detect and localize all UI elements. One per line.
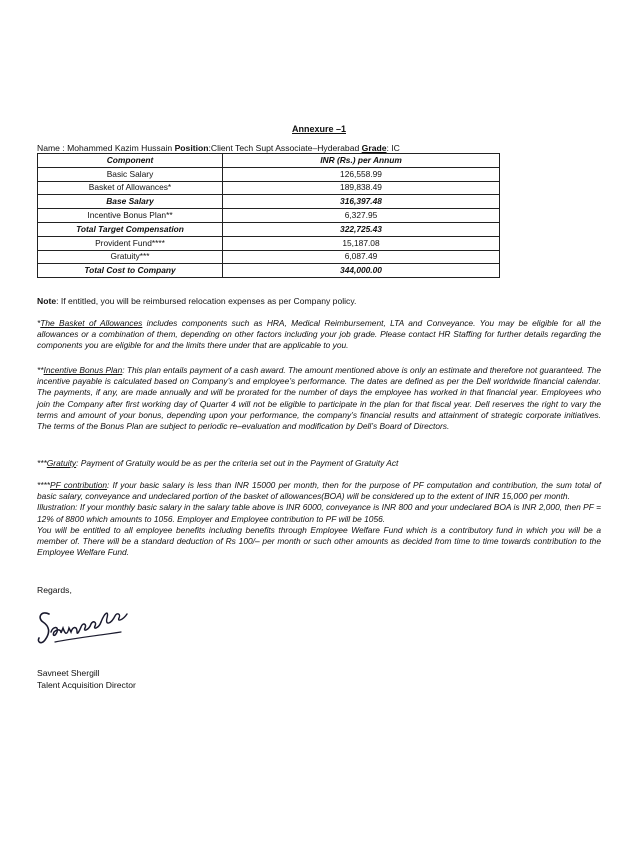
signature-image xyxy=(35,602,135,650)
gratuity-text: : Payment of Gratuity would be as per the criteria set out in the Payment of Gratuity Act xyxy=(76,458,399,468)
component-cell: Total Cost to Company xyxy=(38,264,223,278)
component-cell: Basic Salary xyxy=(38,167,223,181)
pf-label: PF contribution xyxy=(50,480,108,490)
component-cell: Incentive Bonus Plan** xyxy=(38,209,223,223)
column-header-component: Component xyxy=(38,154,223,168)
position-value: :Client Tech Supt Associate–Hyderabad xyxy=(208,143,362,153)
name-label: Name : xyxy=(37,143,68,153)
salary-table xyxy=(37,153,500,278)
employee-info-line xyxy=(37,143,400,153)
amount-cell: 6,087.49 xyxy=(223,250,500,264)
table-row xyxy=(38,209,500,223)
employee-name: Mohammed Kazim Hussain xyxy=(67,143,175,153)
component-cell: Basket of Allowances* xyxy=(38,181,223,195)
table-header-row xyxy=(38,154,500,168)
annexure-title: Annexure –1 xyxy=(291,124,347,134)
amount-cell: 126,558.99 xyxy=(223,167,500,181)
amount-cell: 6,327.95 xyxy=(223,209,500,223)
column-header-amount: INR (Rs.) per Annum xyxy=(223,154,500,168)
bonus-label: Incentive Bonus Plan xyxy=(43,365,123,375)
gratuity-paragraph xyxy=(37,458,601,469)
gratuity-label: Gratuity xyxy=(46,458,77,468)
component-cell: Base Salary xyxy=(38,195,223,209)
table-row xyxy=(38,181,500,195)
allowances-text: includes components such as HRA, Medical Reimbursement, LTA and Conveyance. You may be eligible for all the allowances or a combination of them, depending on other factors including your job grade. Please contact HR Staffing for further details regarding the components you are eligible for and the limits there under that are applicable to you. xyxy=(37,318,601,351)
table-row xyxy=(38,236,500,250)
table-row-total-target xyxy=(38,222,500,236)
pf-illustration: Illustration: If your monthly basic salary in the salary table above is INR 6000, conveyance is INR 800 and your undeclared BOA is INR 2,000, then PF = 12% of 8800 which amounts to 1056. Employer and Employee contribution to PF will be 1056. xyxy=(37,502,601,524)
gratuity-prefix: *** xyxy=(37,458,47,468)
component-cell: Provident Fund**** xyxy=(38,236,223,250)
allowances-paragraph xyxy=(37,318,601,352)
component-cell: Total Target Compensation xyxy=(38,222,223,236)
welfare-fund-text: You will be entitled to all employee benefits including benefits through Employee Welfare Fund which is a contributory fund in which you will be a member of. There will be a standard deduction of Rs 100/– per month or such other amounts as decided from time to time towards contribution to the Employee Welfare Fund. xyxy=(37,524,601,558)
regards-text: Regards, xyxy=(37,585,72,595)
amount-cell: 189,838.49 xyxy=(223,181,500,195)
table-row xyxy=(38,250,500,264)
table-row-base-salary xyxy=(38,195,500,209)
pf-paragraph xyxy=(37,480,601,558)
allowances-prefix: * xyxy=(37,318,41,328)
relocation-note xyxy=(37,296,356,306)
grade-label: Grade xyxy=(361,143,387,153)
table-row xyxy=(38,167,500,181)
signer-block xyxy=(37,668,136,691)
signer-title: Talent Acquisition Director xyxy=(37,679,136,690)
bonus-prefix: ** xyxy=(37,365,44,375)
amount-cell: 322,725.43 xyxy=(223,222,500,236)
allowances-label: The Basket of Allowances xyxy=(40,318,143,328)
pf-prefix: **** xyxy=(37,480,51,490)
table-row-total-ctc xyxy=(38,264,500,278)
position-label: Position xyxy=(174,143,209,153)
amount-cell: 316,397.48 xyxy=(223,195,500,209)
amount-cell: 15,187.08 xyxy=(223,236,500,250)
grade-value: : IC xyxy=(386,143,400,153)
pf-text: : If your basic salary is less than INR 15000 per month, then for the purpose of PF computation and contribution, the sum total of basic salary, conveyance and undeclared portion of the basket of allowances(BOA) will be considered up to the extent of INR 15,000 per month. xyxy=(37,480,601,502)
note-label: Note xyxy=(37,296,57,306)
component-cell: Gratuity*** xyxy=(38,250,223,264)
signer-name: Savneet Shergill xyxy=(37,668,100,678)
bonus-paragraph xyxy=(37,365,601,432)
note-text: : If entitled, you will be reimbursed relocation expenses as per Company policy. xyxy=(56,296,357,306)
bonus-text: : This plan entails payment of a cash award. The amount mentioned above is only an estimate and therefore not guaranteed. The incentive payable is calculated based on Company’s and employee’s performance. The dates are defined as per the Dell worldwide financial calendar. The payments, if any, are made annually and will be prorated for the number of days the employee has worked in that financial year. Employees who join the Company after first working day of Quarter 4 will not be eligible to participate in the plan for that fiscal year. Dell reserves the right to vary the terms and amount of your bonus, depending upon your performance, the company’s financial results and attainment of strategic corporate initiatives. The terms of the Bonus Plan are subject to periodic re–evaluation and modification by Dell’s Board of Directors. xyxy=(37,365,601,432)
amount-cell: 344,000.00 xyxy=(223,264,500,278)
